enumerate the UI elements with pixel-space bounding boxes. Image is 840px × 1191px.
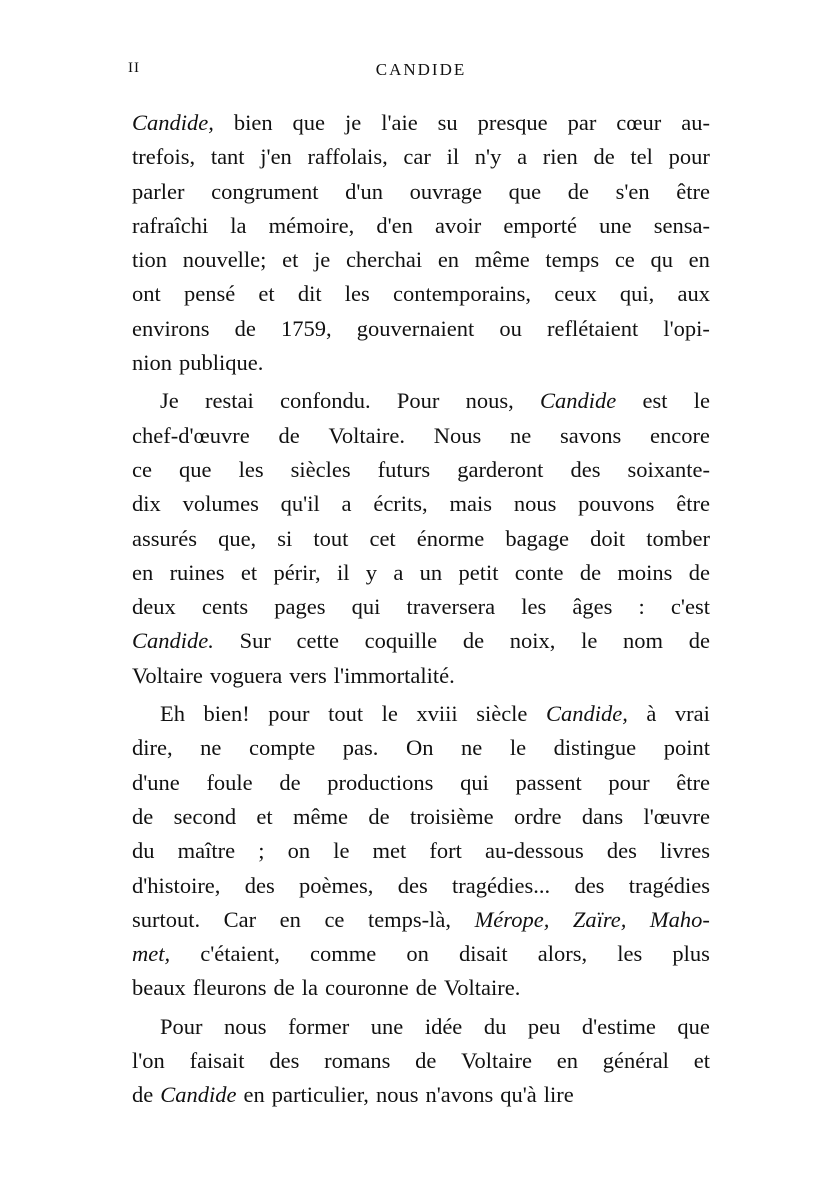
- word: la: [301, 975, 318, 1001]
- word: Candide,: [132, 110, 214, 135]
- text-line: [132, 659, 710, 693]
- word: particulier,: [271, 1082, 369, 1108]
- word: l'aie: [381, 110, 418, 135]
- word: même: [474, 247, 530, 273]
- word: de: [234, 315, 256, 341]
- word: parler: [132, 178, 185, 204]
- text-line: [132, 937, 710, 971]
- text-line: [132, 312, 710, 346]
- text-line: [132, 243, 710, 277]
- word: écrits,: [373, 491, 428, 517]
- word: Sur: [239, 628, 271, 654]
- word: l'on: [132, 1048, 165, 1074]
- word: et: [258, 281, 275, 307]
- word: d'estime: [581, 1013, 656, 1039]
- text-line: [132, 1078, 710, 1112]
- book-page: [128, 60, 710, 1113]
- word: former: [288, 1013, 350, 1039]
- word: mais: [449, 491, 492, 517]
- word: poèmes,: [299, 872, 374, 898]
- word: emporté: [503, 212, 578, 238]
- word: pour: [268, 701, 310, 727]
- word: ce: [132, 456, 152, 482]
- word: raffolais,: [307, 144, 388, 170]
- word: Je: [160, 388, 179, 414]
- word: on: [287, 838, 311, 864]
- word: dix: [132, 491, 161, 517]
- text-line: [132, 419, 710, 453]
- word: cherchai: [345, 247, 423, 273]
- word: le: [581, 628, 598, 654]
- word: âges: [572, 594, 613, 620]
- word: maître: [177, 838, 236, 864]
- word: livres: [659, 838, 710, 864]
- word: en: [243, 1082, 265, 1108]
- word: tomber: [646, 525, 710, 551]
- word: ne: [461, 735, 483, 761]
- word: je: [344, 110, 362, 135]
- word: des: [269, 1048, 300, 1074]
- word: gouvernaient: [356, 315, 475, 341]
- word: d'un: [345, 178, 383, 204]
- word: général: [602, 1048, 669, 1074]
- word: petit: [458, 559, 499, 585]
- word: s'en: [615, 178, 650, 204]
- word: car: [403, 144, 431, 170]
- word: disait: [458, 941, 508, 967]
- word: qui,: [619, 281, 655, 307]
- word: vers: [289, 662, 327, 688]
- word: restai: [205, 388, 254, 414]
- word: c'étaient,: [200, 941, 280, 967]
- word: nous: [375, 1082, 419, 1108]
- word: pensé: [183, 281, 236, 307]
- word: bien: [233, 110, 273, 135]
- word: Car: [223, 906, 257, 932]
- word: ouvrage: [409, 178, 483, 204]
- word: que: [508, 178, 542, 204]
- word: ceux: [554, 281, 597, 307]
- word: ordre: [514, 803, 562, 829]
- word: 1759,: [281, 315, 332, 341]
- word: temps-là,: [367, 906, 452, 932]
- word: romans: [324, 1048, 391, 1074]
- word: a: [517, 144, 528, 170]
- text-line: [132, 834, 710, 868]
- word: compte: [248, 735, 316, 761]
- word: cette: [296, 628, 339, 654]
- word: on: [406, 941, 429, 967]
- text-line: [132, 209, 710, 243]
- text-line: [132, 624, 710, 658]
- paragraph: [132, 697, 710, 1006]
- word: les: [521, 594, 547, 620]
- word: la: [230, 212, 247, 238]
- text-line: [132, 556, 710, 590]
- word: Candide: [160, 1082, 237, 1108]
- word: moins: [617, 559, 673, 585]
- word: :: [638, 594, 645, 620]
- word: je: [314, 247, 331, 273]
- word: un: [419, 559, 443, 585]
- word: tant: [210, 144, 245, 170]
- word: nion: [132, 350, 173, 376]
- word: au-dessous: [485, 838, 584, 864]
- paragraph: [132, 106, 710, 380]
- word: doit: [590, 525, 626, 551]
- word: le: [509, 735, 527, 761]
- word: l'opi-: [663, 315, 710, 341]
- text-line: [132, 346, 710, 380]
- word: le: [693, 388, 710, 414]
- word: foule: [206, 769, 253, 795]
- text-line: [132, 106, 710, 140]
- word: reflétaient: [547, 315, 639, 341]
- word: point: [663, 735, 710, 761]
- word: en: [437, 247, 460, 273]
- word: de: [688, 628, 710, 654]
- word: tout: [313, 525, 349, 551]
- word: tragédies...: [452, 872, 551, 898]
- text-line: [132, 1010, 710, 1044]
- text-line: [132, 903, 710, 937]
- text-line: [132, 384, 710, 418]
- word: est: [642, 388, 668, 414]
- word: de: [593, 144, 615, 170]
- word: être: [676, 769, 710, 795]
- word: chef-d'œuvre: [132, 422, 250, 448]
- word: soixante-: [627, 456, 710, 482]
- word: de: [462, 628, 485, 654]
- word: Eh: [160, 701, 185, 727]
- word: tout: [328, 701, 364, 727]
- word: pas.: [342, 735, 379, 761]
- word: être: [676, 491, 710, 517]
- word: en: [688, 247, 710, 273]
- word: ont: [132, 281, 161, 307]
- word: n'y: [474, 144, 502, 170]
- word: périr,: [273, 559, 321, 585]
- word: futurs: [377, 456, 431, 482]
- word: temps: [545, 247, 600, 273]
- running-title: CANDIDE: [375, 60, 467, 79]
- word: du: [483, 1013, 507, 1039]
- word: passent: [515, 769, 582, 795]
- word: y: [365, 559, 378, 585]
- word: cents: [201, 594, 249, 620]
- word: Voltaire: [461, 1048, 532, 1074]
- word: du: [132, 838, 155, 864]
- word: tragédies: [628, 872, 710, 898]
- word: ou: [499, 315, 522, 341]
- word: et: [256, 803, 273, 829]
- text-line: [132, 766, 710, 800]
- word: qui: [460, 769, 489, 795]
- word: une: [370, 1013, 404, 1039]
- word: rafraîchi: [132, 212, 209, 238]
- word: nom: [623, 628, 664, 654]
- word: On: [405, 735, 434, 761]
- word: il: [446, 144, 460, 170]
- word: Pour: [396, 388, 440, 414]
- word: surtout.: [132, 906, 201, 932]
- word: tion: [132, 247, 168, 273]
- text-line: [132, 731, 710, 765]
- word: productions: [327, 769, 434, 795]
- word: il: [336, 559, 350, 585]
- word: tel: [630, 144, 653, 170]
- word: assurés: [132, 525, 197, 551]
- word: qu'il: [280, 491, 320, 517]
- word: ruines: [169, 559, 225, 585]
- word: couronne: [324, 975, 409, 1001]
- word: de: [368, 803, 390, 829]
- word: les: [617, 941, 643, 967]
- word: rien: [542, 144, 578, 170]
- word: avoir: [434, 212, 482, 238]
- word: c'est: [670, 594, 710, 620]
- word: plus: [672, 941, 710, 967]
- word: alors,: [537, 941, 588, 967]
- word: en: [279, 906, 301, 932]
- word: ce: [324, 906, 345, 932]
- text-line: [132, 487, 710, 521]
- word: ne: [509, 422, 532, 448]
- word: pour: [608, 769, 650, 795]
- word: des: [397, 872, 428, 898]
- word: nous: [224, 1013, 267, 1039]
- word: nouvelle;: [182, 247, 267, 273]
- body-text: [132, 106, 710, 1113]
- word: Candide,: [545, 701, 628, 727]
- word: Candide: [540, 388, 617, 414]
- word: xviii: [416, 701, 458, 727]
- word: les: [344, 281, 370, 307]
- word: volumes: [182, 491, 259, 517]
- word: les: [238, 456, 264, 482]
- word: et: [282, 247, 299, 273]
- word: garderont: [457, 456, 544, 482]
- word: de: [415, 975, 437, 1001]
- word: être: [676, 178, 710, 204]
- text-line: [132, 590, 710, 624]
- word: idée: [424, 1013, 463, 1039]
- word: mémoire,: [268, 212, 355, 238]
- word: par: [567, 110, 597, 135]
- text-line: [132, 800, 710, 834]
- word: dit: [297, 281, 322, 307]
- word: fort: [429, 838, 462, 864]
- word: des: [574, 872, 605, 898]
- word: traversera: [406, 594, 496, 620]
- page-header: [128, 60, 710, 88]
- text-line: [132, 277, 710, 311]
- word: encore: [649, 422, 710, 448]
- word: pages: [274, 594, 326, 620]
- word: que,: [218, 525, 257, 551]
- word: des: [244, 872, 275, 898]
- word: Voltaire: [132, 662, 203, 688]
- word: énorme: [416, 525, 485, 551]
- text-line: [132, 175, 710, 209]
- text-line: [132, 697, 710, 731]
- word: beaux: [132, 975, 186, 1001]
- word: n'avons: [425, 1082, 494, 1108]
- word: distingue: [553, 735, 637, 761]
- word: même: [293, 803, 348, 829]
- word: troisième: [409, 803, 494, 829]
- text-line: [132, 1044, 710, 1078]
- word: pouvons: [578, 491, 655, 517]
- word: publique.: [179, 350, 264, 376]
- word: de: [279, 769, 301, 795]
- word: de: [567, 178, 590, 204]
- word: aux: [677, 281, 710, 307]
- word: de: [132, 803, 154, 829]
- text-line: [132, 140, 710, 174]
- word: des: [570, 456, 601, 482]
- word: de: [688, 559, 710, 585]
- word: de: [415, 1048, 437, 1074]
- word: voguera: [209, 662, 283, 688]
- word: savons: [559, 422, 622, 448]
- word: d'en: [376, 212, 413, 238]
- paragraph: [132, 384, 710, 693]
- word: fleurons: [192, 975, 267, 1001]
- word: second: [173, 803, 237, 829]
- word: Pour: [160, 1013, 203, 1039]
- word: que: [179, 456, 212, 482]
- word: deux: [132, 594, 176, 620]
- word: et: [693, 1048, 710, 1074]
- word: qui: [351, 594, 381, 620]
- word: trefois,: [132, 144, 196, 170]
- word: à: [646, 701, 657, 727]
- word: le: [333, 838, 350, 864]
- word: comme: [309, 941, 377, 967]
- word: qu: [650, 247, 673, 273]
- page-number: II: [128, 60, 140, 76]
- word: j'en: [260, 144, 292, 170]
- word: de: [579, 559, 602, 585]
- word: de: [132, 1082, 154, 1108]
- paragraph: [132, 1010, 710, 1113]
- text-line: [132, 971, 710, 1005]
- word: dans: [581, 803, 624, 829]
- word: conte: [514, 559, 564, 585]
- word: vrai: [674, 701, 710, 727]
- word: si: [277, 525, 293, 551]
- word: siècles: [290, 456, 351, 482]
- word: peu: [527, 1013, 561, 1039]
- word: le: [381, 701, 398, 727]
- word: pour: [668, 144, 710, 170]
- word: d'histoire,: [132, 872, 221, 898]
- word: bagage: [505, 525, 570, 551]
- word: de: [278, 422, 300, 448]
- word: d'une: [132, 769, 180, 795]
- word: contemporains,: [392, 281, 532, 307]
- word: a: [393, 559, 404, 585]
- word: lire: [543, 1082, 574, 1108]
- text-line: [132, 453, 710, 487]
- word: nous,: [465, 388, 514, 414]
- word: su: [437, 110, 458, 135]
- text-line: [132, 522, 710, 556]
- word: met,: [132, 941, 171, 967]
- word: ;: [258, 838, 265, 864]
- word: presque: [477, 110, 548, 135]
- word: Candide.: [132, 628, 214, 654]
- word: que: [292, 110, 326, 135]
- word: sensa-: [653, 212, 710, 238]
- text-line: [132, 869, 710, 903]
- word: congrument: [211, 178, 319, 204]
- word: une: [599, 212, 632, 238]
- word: confondu.: [279, 388, 371, 414]
- word: que: [677, 1013, 710, 1039]
- word: de: [273, 975, 295, 1001]
- word: Voltaire.: [328, 422, 405, 448]
- word: bien!: [203, 701, 250, 727]
- word: en: [556, 1048, 578, 1074]
- word: noix,: [509, 628, 556, 654]
- word: cet: [369, 525, 396, 551]
- word: ce: [614, 247, 635, 273]
- word: au-: [681, 110, 710, 135]
- word: Voltaire.: [443, 975, 521, 1001]
- word: des: [606, 838, 637, 864]
- word: Nous: [433, 422, 482, 448]
- word: et: [240, 559, 258, 585]
- word: qu'à: [500, 1082, 537, 1108]
- word: coquille: [364, 628, 438, 654]
- word: Maho-: [649, 906, 710, 932]
- word: faisait: [189, 1048, 245, 1074]
- word: ne: [200, 735, 222, 761]
- word: environs: [132, 315, 210, 341]
- word: Mérope,: [474, 906, 550, 932]
- word: dire,: [132, 735, 173, 761]
- word: Zaïre,: [572, 906, 627, 932]
- word: en: [132, 559, 154, 585]
- word: nous: [513, 491, 557, 517]
- word: met: [372, 838, 407, 864]
- word: l'immortalité.: [333, 662, 455, 688]
- word: a: [341, 491, 352, 517]
- word: cœur: [616, 110, 662, 135]
- word: l'œuvre: [643, 803, 710, 829]
- word: siècle: [476, 701, 528, 727]
